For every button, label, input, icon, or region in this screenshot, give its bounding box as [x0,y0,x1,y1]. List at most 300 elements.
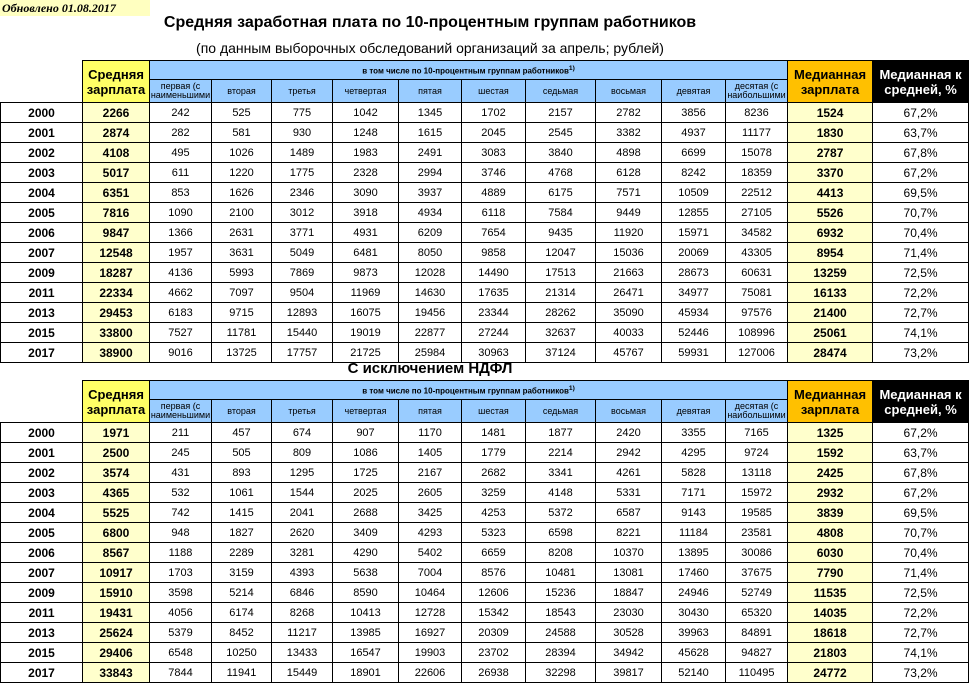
decile-header: шестая [462,80,526,103]
decile-header: третья [272,400,333,423]
table-row [1,523,969,543]
decile-cell: 3918 [333,203,399,223]
decile-cell: 7527 [150,323,212,343]
decile-cell: 4934 [399,203,462,223]
decile-cell: 7869 [272,263,333,283]
group-header: в том числе по 10-процентным группам работников$^{1)}$ [150,381,788,400]
median-cell: 25061 [788,323,873,343]
year-cell: 2005 [1,203,83,223]
ratio-cell: 70,4% [873,223,969,243]
decile-cell: 108996 [726,323,788,343]
year-cell: 2002 [1,143,83,163]
decile-cell: 22877 [399,323,462,343]
avg-wage-cell: 12548 [83,243,150,263]
decile-cell: 9873 [333,263,399,283]
decile-cell: 1405 [399,443,462,463]
decile-cell: 65320 [726,603,788,623]
avg-header: Средняя зарплата [83,61,150,103]
decile-cell: 14490 [462,263,526,283]
table-row [1,443,969,463]
decile-cell: 12028 [399,263,462,283]
decile-cell: 30528 [596,623,662,643]
decile-cell: 3341 [526,463,596,483]
median-cell: 21400 [788,303,873,323]
decile-cell: 52749 [726,583,788,603]
decile-cell: 32298 [526,663,596,683]
decile-cell: 37124 [526,343,596,363]
decile-cell: 1086 [333,443,399,463]
decile-header: вторая [212,80,272,103]
year-cell: 2000 [1,103,83,123]
decile-cell: 110495 [726,663,788,683]
year-cell: 2017 [1,343,83,363]
table-row [1,203,969,223]
median-cell: 11535 [788,583,873,603]
decile-cell: 28262 [526,303,596,323]
ratio-cell: 63,7% [873,443,969,463]
decile-cell: 4393 [272,563,333,583]
table-row [1,143,969,163]
decile-cell: 34977 [662,283,726,303]
decile-cell: 1779 [462,443,526,463]
median-cell: 4808 [788,523,873,543]
decile-cell: 18359 [726,163,788,183]
decile-cell: 6209 [399,223,462,243]
decile-cell: 495 [150,143,212,163]
decile-cell: 4253 [462,503,526,523]
decile-header: десятая (с наибольшими [726,80,788,103]
decile-cell: 23030 [596,603,662,623]
decile-cell: 4295 [662,443,726,463]
avg-wage-cell: 29453 [83,303,150,323]
year-cell: 2001 [1,123,83,143]
avg-wage-cell: 7816 [83,203,150,223]
decile-cell: 12606 [462,583,526,603]
avg-wage-cell: 19431 [83,603,150,623]
median-cell: 6030 [788,543,873,563]
table-row [1,303,969,323]
decile-cell: 5638 [333,563,399,583]
decile-cell: 45628 [662,643,726,663]
decile-header: вторая [212,400,272,423]
decile-cell: 13725 [212,343,272,363]
decile-cell: 9016 [150,343,212,363]
ratio-cell: 70,7% [873,523,969,543]
page-subtitle: (по данным выборочных обследований организаций за апрель; рублей) [196,40,664,56]
decile-cell: 13985 [333,623,399,643]
decile-cell: 3281 [272,543,333,563]
decile-cell: 2994 [399,163,462,183]
decile-cell: 6699 [662,143,726,163]
avg-wage-cell: 4365 [83,483,150,503]
decile-cell: 211 [150,423,212,443]
decile-cell: 23702 [462,643,526,663]
decile-cell: 1489 [272,143,333,163]
decile-cell: 2041 [272,503,333,523]
decile-cell: 5993 [212,263,272,283]
median-cell: 14035 [788,603,873,623]
ratio-cell: 70,4% [873,543,969,563]
decile-cell: 2420 [596,423,662,443]
decile-cell: 52140 [662,663,726,683]
decile-cell: 6183 [150,303,212,323]
decile-cell: 8242 [662,163,726,183]
decile-cell: 1877 [526,423,596,443]
decile-cell: 8208 [526,543,596,563]
avg-wage-cell: 2874 [83,123,150,143]
table-row [1,563,969,583]
year-cell: 2015 [1,643,83,663]
decile-cell: 10464 [399,583,462,603]
decile-header: первая (с наименьшими [150,400,212,423]
table-row [1,123,969,143]
table-row [1,543,969,563]
decile-cell: 45767 [596,343,662,363]
decile-header: четвертая [333,400,399,423]
decile-cell: 12047 [526,243,596,263]
median-cell: 1592 [788,443,873,463]
decile-cell: 6548 [150,643,212,663]
avg-wage-cell: 15910 [83,583,150,603]
decile-cell: 8452 [212,623,272,643]
decile-cell: 30430 [662,603,726,623]
avg-wage-cell: 2500 [83,443,150,463]
decile-header: девятая [662,400,726,423]
median-cell: 8954 [788,243,873,263]
decile-cell: 6118 [462,203,526,223]
decile-cell: 2157 [526,103,596,123]
decile-cell: 9449 [596,203,662,223]
decile-cell: 4768 [526,163,596,183]
decile-cell: 15449 [272,663,333,683]
decile-cell: 505 [212,443,272,463]
decile-cell: 1026 [212,143,272,163]
decile-cell: 15440 [272,323,333,343]
decile-cell: 1170 [399,423,462,443]
year-cell: 2017 [1,663,83,683]
decile-cell: 3012 [272,203,333,223]
ratio-cell: 69,5% [873,183,969,203]
avg-wage-cell: 5525 [83,503,150,523]
median-header: Медианная зарплата [788,381,873,423]
decile-cell: 9143 [662,503,726,523]
decile-cell: 8050 [399,243,462,263]
decile-cell: 2100 [212,203,272,223]
decile-cell: 1615 [399,123,462,143]
decile-cell: 60631 [726,263,788,283]
decile-cell: 39817 [596,663,662,683]
decile-cell: 2942 [596,443,662,463]
ratio-cell: 70,7% [873,203,969,223]
decile-cell: 3083 [462,143,526,163]
decile-cell: 21314 [526,283,596,303]
decile-cell: 19903 [399,643,462,663]
decile-cell: 9715 [212,303,272,323]
decile-cell: 17460 [662,563,726,583]
decile-cell: 431 [150,463,212,483]
decile-cell: 2289 [212,543,272,563]
decile-cell: 3159 [212,563,272,583]
median-cell: 24772 [788,663,873,683]
wage-table-ndfl [0,380,969,683]
ratio-cell: 74,1% [873,643,969,663]
avg-wage-cell: 4108 [83,143,150,163]
avg-wage-cell: 6800 [83,523,150,543]
decile-cell: 26471 [596,283,662,303]
decile-cell: 2545 [526,123,596,143]
decile-cell: 11177 [726,123,788,143]
ratio-cell: 71,4% [873,563,969,583]
decile-cell: 1366 [150,223,212,243]
decile-cell: 1188 [150,543,212,563]
decile-cell: 7571 [596,183,662,203]
decile-cell: 1295 [272,463,333,483]
decile-cell: 3425 [399,503,462,523]
decile-cell: 24946 [662,583,726,603]
decile-cell: 1220 [212,163,272,183]
table-row [1,243,969,263]
decile-cell: 6587 [596,503,662,523]
decile-cell: 26938 [462,663,526,683]
ratio-cell: 67,2% [873,423,969,443]
decile-cell: 3598 [150,583,212,603]
avg-wage-cell: 5017 [83,163,150,183]
table-row [1,643,969,663]
decile-cell: 853 [150,183,212,203]
year-cell: 2011 [1,283,83,303]
avg-wage-cell: 10917 [83,563,150,583]
decile-cell: 75081 [726,283,788,303]
decile-cell: 7844 [150,663,212,683]
group-header: в том числе по 10-процентным группам работников$^{1)}$ [150,61,788,80]
decile-cell: 7004 [399,563,462,583]
decile-cell: 6128 [596,163,662,183]
decile-cell: 10370 [596,543,662,563]
decile-cell: 11941 [212,663,272,683]
decile-cell: 25984 [399,343,462,363]
decile-cell: 581 [212,123,272,143]
decile-cell: 9858 [462,243,526,263]
median-cell: 3370 [788,163,873,183]
median-cell: 5526 [788,203,873,223]
decile-cell: 1957 [150,243,212,263]
decile-cell: 13433 [272,643,333,663]
median-cell: 2932 [788,483,873,503]
year-cell: 2013 [1,623,83,643]
decile-cell: 10509 [662,183,726,203]
table-row [1,503,969,523]
table-row [1,323,969,343]
decile-cell: 775 [272,103,333,123]
decile-cell: 19019 [333,323,399,343]
decile-cell: 39963 [662,623,726,643]
ratio-cell: 72,2% [873,283,969,303]
decile-cell: 809 [272,443,333,463]
decile-header: восьмая [596,400,662,423]
decile-cell: 1702 [462,103,526,123]
ratio-header: Медианная к средней, % [873,61,969,103]
ratio-cell: 67,2% [873,103,969,123]
table-row [1,183,969,203]
avg-wage-cell: 6351 [83,183,150,203]
median-cell: 1325 [788,423,873,443]
decile-cell: 12855 [662,203,726,223]
decile-cell: 11184 [662,523,726,543]
decile-cell: 9504 [272,283,333,303]
decile-cell: 35090 [596,303,662,323]
decile-cell: 2688 [333,503,399,523]
decile-cell: 19456 [399,303,462,323]
year-cell: 2002 [1,463,83,483]
median-cell: 21803 [788,643,873,663]
year-cell: 2000 [1,423,83,443]
table-row [1,663,969,683]
decile-header: седьмая [526,400,596,423]
decile-cell: 94827 [726,643,788,663]
decile-cell: 15971 [662,223,726,243]
decile-cell: 15342 [462,603,526,623]
table-row [1,423,969,443]
decile-cell: 3355 [662,423,726,443]
decile-cell: 1061 [212,483,272,503]
decile-cell: 20069 [662,243,726,263]
decile-cell: 1775 [272,163,333,183]
year-cell: 2009 [1,263,83,283]
decile-cell: 9724 [726,443,788,463]
decile-cell: 45934 [662,303,726,323]
table-row [1,603,969,623]
decile-cell: 8236 [726,103,788,123]
decile-cell: 14630 [399,283,462,303]
table-row [1,163,969,183]
updated-date: Обновлено 01.08.2017 [0,0,150,16]
decile-cell: 3856 [662,103,726,123]
decile-cell: 11920 [596,223,662,243]
avg-wage-cell: 18287 [83,263,150,283]
median-cell: 2787 [788,143,873,163]
table-row [1,263,969,283]
decile-cell: 11217 [272,623,333,643]
median-header: Медианная зарплата [788,61,873,103]
decile-cell: 5828 [662,463,726,483]
ratio-cell: 72,7% [873,623,969,643]
decile-cell: 40033 [596,323,662,343]
decile-cell: 5402 [399,543,462,563]
decile-cell: 674 [272,423,333,443]
decile-cell: 742 [150,503,212,523]
ratio-cell: 73,2% [873,663,969,683]
decile-cell: 23581 [726,523,788,543]
decile-header: шестая [462,400,526,423]
section-title-ndfl: С исключением НДФЛ [347,360,513,377]
decile-cell: 4662 [150,283,212,303]
decile-cell: 6659 [462,543,526,563]
decile-cell: 4148 [526,483,596,503]
decile-cell: 7165 [726,423,788,443]
decile-cell: 3631 [212,243,272,263]
table-header [1,61,969,103]
median-cell: 1524 [788,103,873,123]
decile-cell: 17635 [462,283,526,303]
decile-cell: 16075 [333,303,399,323]
decile-cell: 7171 [662,483,726,503]
decile-cell: 12893 [272,303,333,323]
avg-wage-cell: 38900 [83,343,150,363]
decile-cell: 9435 [526,223,596,243]
decile-cell: 2620 [272,523,333,543]
decile-cell: 930 [272,123,333,143]
year-cell: 2006 [1,543,83,563]
ratio-cell: 74,1% [873,323,969,343]
ratio-cell: 72,7% [873,303,969,323]
decile-cell: 282 [150,123,212,143]
decile-header: пятая [399,400,462,423]
decile-cell: 30963 [462,343,526,363]
decile-header: восьмая [596,80,662,103]
decile-header: первая (с наименьшими [150,80,212,103]
decile-cell: 2682 [462,463,526,483]
decile-cell: 5379 [150,623,212,643]
decile-cell: 7654 [462,223,526,243]
decile-cell: 13081 [596,563,662,583]
decile-cell: 4889 [462,183,526,203]
decile-cell: 52446 [662,323,726,343]
avg-wage-cell: 33843 [83,663,150,683]
avg-wage-cell: 8567 [83,543,150,563]
decile-cell: 10250 [212,643,272,663]
decile-cell: 22512 [726,183,788,203]
avg-wage-cell: 2266 [83,103,150,123]
year-cell: 2007 [1,563,83,583]
decile-cell: 2328 [333,163,399,183]
decile-cell: 1248 [333,123,399,143]
decile-cell: 23344 [462,303,526,323]
ratio-cell: 73,2% [873,343,969,363]
decile-cell: 2605 [399,483,462,503]
table-header [1,381,969,423]
decile-cell: 4056 [150,603,212,623]
decile-cell: 7097 [212,283,272,303]
wage-table [0,60,969,363]
decile-cell: 30086 [726,543,788,563]
decile-cell: 2025 [333,483,399,503]
ratio-cell: 67,2% [873,163,969,183]
decile-cell: 5323 [462,523,526,543]
ratio-cell: 63,7% [873,123,969,143]
decile-header: четвертая [333,80,399,103]
decile-header: седьмая [526,80,596,103]
median-cell: 7790 [788,563,873,583]
decile-cell: 27244 [462,323,526,343]
year-cell: 2007 [1,243,83,263]
decile-cell: 11969 [333,283,399,303]
decile-cell: 8576 [462,563,526,583]
decile-cell: 28394 [526,643,596,663]
avg-wage-cell: 3574 [83,463,150,483]
decile-cell: 1042 [333,103,399,123]
decile-cell: 43305 [726,243,788,263]
decile-cell: 948 [150,523,212,543]
year-cell: 2006 [1,223,83,243]
decile-cell: 20309 [462,623,526,643]
decile-cell: 6846 [272,583,333,603]
decile-cell: 4293 [399,523,462,543]
median-cell: 1830 [788,123,873,143]
decile-cell: 27105 [726,203,788,223]
decile-cell: 3259 [462,483,526,503]
decile-cell: 6175 [526,183,596,203]
year-cell: 2001 [1,443,83,463]
